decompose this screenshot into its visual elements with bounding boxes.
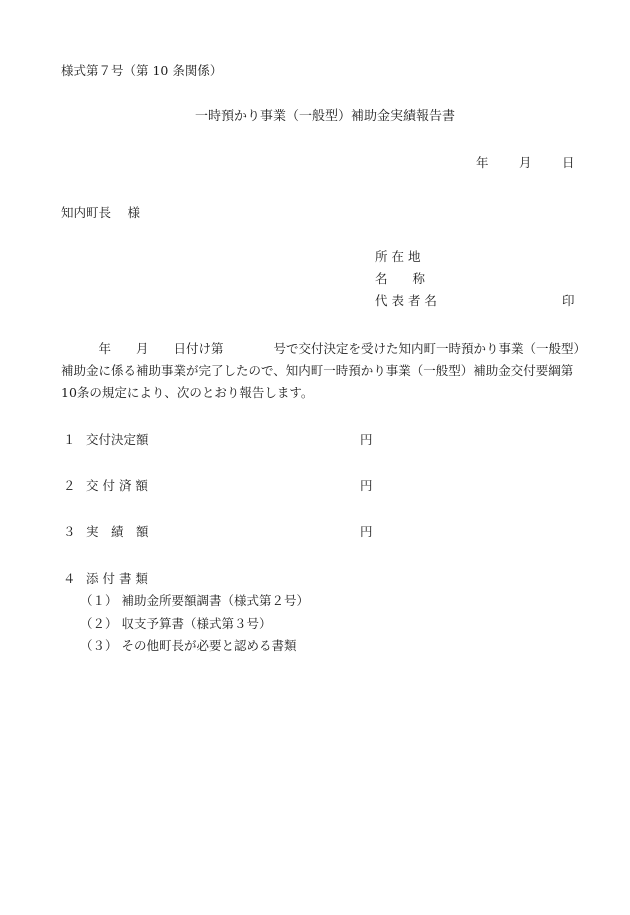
- item-label: 交 付 済 額: [86, 478, 148, 493]
- item-unit: 円: [360, 524, 373, 539]
- item-number: ３: [63, 524, 76, 539]
- item-number: ２: [63, 478, 76, 493]
- body-line-2: 補助金に係る補助事業が完了したので、知内町一時預かり事業（一般型）補助金交付要綱第: [61, 363, 574, 378]
- item-unit: 円: [360, 478, 373, 493]
- date-day-label: 日: [562, 155, 575, 170]
- representative-label: 代 表 者 名: [375, 293, 437, 308]
- body-line-1: 年 月 日付け第 号で交付決定を受けた知内町一時預かり事業（一般型）: [61, 341, 587, 356]
- attachment-item: （１） 補助金所要額調書（様式第２号）: [80, 593, 309, 608]
- document-title: 一時預かり事業（一般型）補助金実績報告書: [195, 109, 456, 124]
- item-label: 実 績 額: [86, 524, 149, 539]
- attachment-item: （２） 収支予算書（様式第３号）: [80, 616, 272, 631]
- seal-mark: 印: [562, 293, 575, 308]
- name-label: 名 称: [375, 271, 426, 286]
- attachment-item: （３） その他町長が必要と認める書類: [80, 638, 297, 653]
- date-month-label: 月: [519, 155, 532, 170]
- addressee: 知内町長 様: [61, 205, 140, 220]
- attachments-label: 添 付 書 類: [86, 571, 148, 586]
- body-line-3: 10条の規定により、次のとおり報告します。: [61, 385, 314, 400]
- attachments-number: ４: [63, 571, 76, 586]
- item-unit: 円: [360, 432, 373, 447]
- item-label: 交付決定額: [86, 432, 149, 447]
- address-label: 所 在 地: [375, 249, 421, 264]
- form-number: 様式第７号（第 10 条関係）: [61, 63, 223, 78]
- body-paragraph: [61, 338, 587, 404]
- date-year-label: 年: [476, 155, 489, 170]
- item-number: １: [63, 432, 76, 447]
